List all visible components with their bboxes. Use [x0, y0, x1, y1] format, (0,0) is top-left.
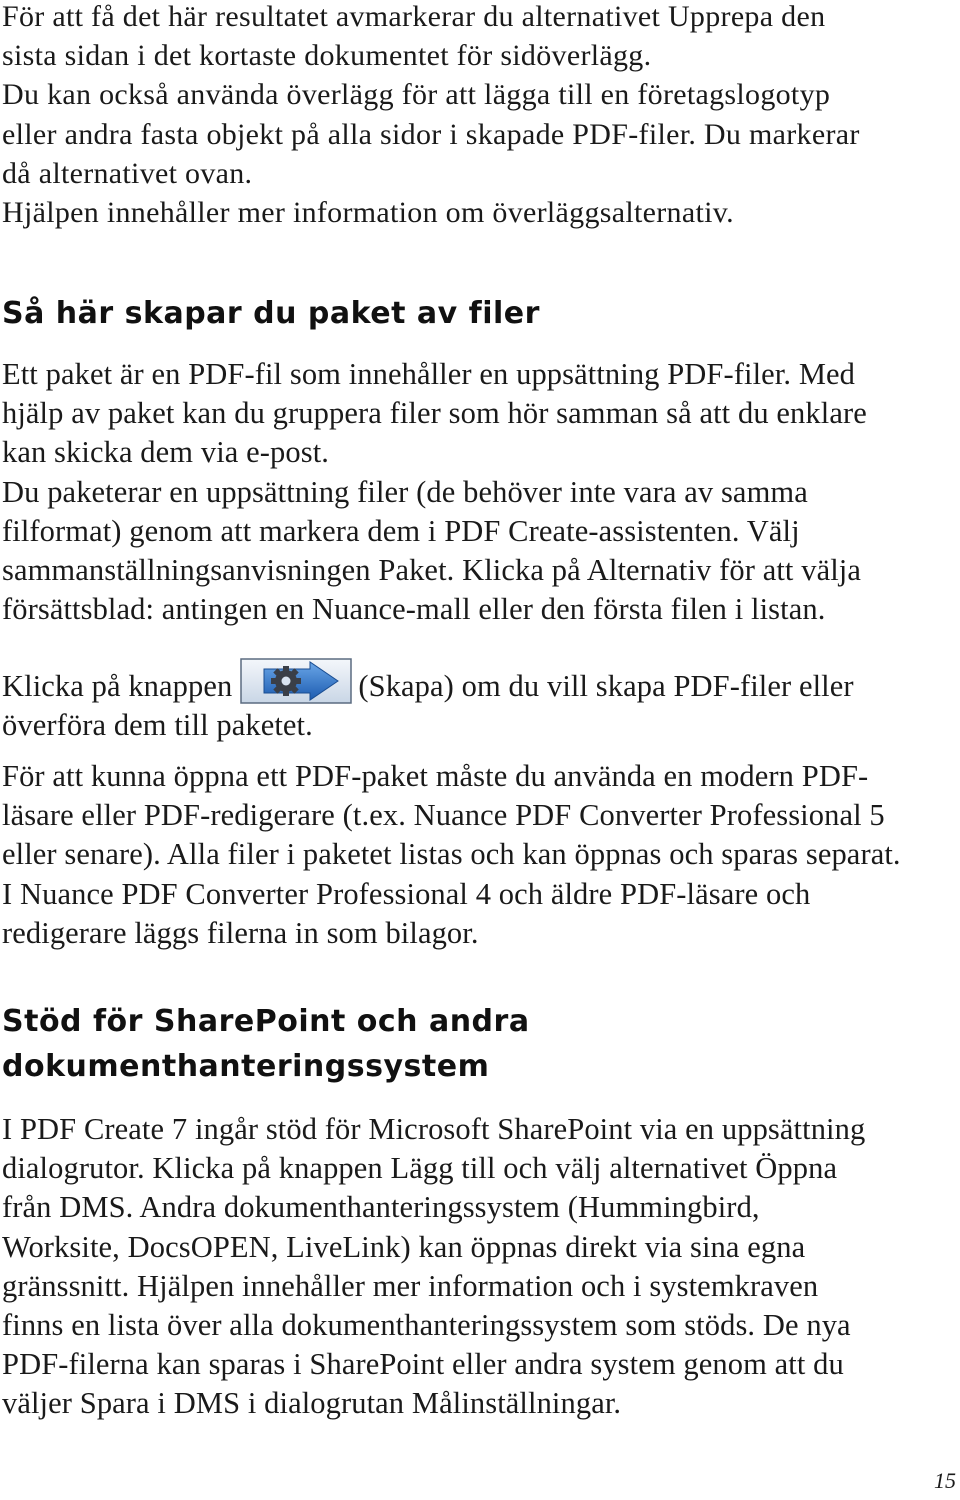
intro-line: För att få det här resultatet avmarkerar du alternativet Upprepa den	[2, 0, 826, 33]
section-title: Så här skapar du paket av filer	[2, 296, 540, 331]
section-title: Stöd för SharePoint och andra	[2, 1004, 530, 1039]
paragraph-line: redigerare läggs filerna in som bilagor.	[2, 915, 479, 950]
paragraph-line	[2, 658, 952, 706]
intro-line: sista sidan i det kortaste dokumentet för sidöverlägg.	[2, 39, 652, 73]
paragraph-line: kan skicka dem via e-post.	[2, 435, 329, 470]
paragraph-line: För att kunna öppna ett PDF-paket måste du använda en modern PDF-	[2, 759, 869, 793]
paragraph-line: eller senare). Alla filer i paketet listas och kan öppnas och sparas separat.	[2, 837, 901, 872]
paragraph-line: hjälp av paket kan du gruppera filer som hör samman så att du enklare	[2, 396, 867, 431]
gear-arrow-icon	[240, 658, 352, 704]
section-heading-packages	[2, 291, 952, 336]
intro-paragraph	[2, 0, 952, 232]
paragraph-line: I PDF Create 7 ingår stöd för Microsoft SharePoint via en uppsättning	[2, 1112, 866, 1146]
packages-paragraph-1	[2, 355, 952, 629]
page-number: 15	[934, 1468, 956, 1493]
section-title: dokumenthanteringssystem	[2, 1049, 490, 1084]
paragraph-line: Du paketerar en uppsättning filer (de behöver inte vara av samma	[2, 474, 808, 509]
intro-line: då alternativet ovan.	[2, 156, 253, 190]
paragraph-line: PDF-filerna kan sparas i SharePoint eller andra system genom att du	[2, 1347, 844, 1382]
create-button[interactable]	[240, 658, 352, 704]
intro-line: eller andra fasta objekt på alla sidor i skapade PDF-filer. Du markerar	[2, 117, 860, 151]
paragraph-line: Worksite, DocsOPEN, LiveLink) kan öppnas direkt via sina egna	[2, 1229, 806, 1264]
paragraph-line: sammanställningsanvisningen Paket. Klicka på Alternativ för att välja	[2, 553, 861, 588]
paragraph-line: försättsblad: antingen en Nuance-mall eller den första filen i listan.	[2, 592, 826, 627]
paragraph-line: överföra dem till paketet.	[2, 708, 313, 743]
packages-paragraph-button	[2, 658, 952, 745]
paragraph-line: från DMS. Andra dokumenthanteringssystem (Hummingbird,	[2, 1190, 760, 1225]
inline-text: Klicka på knappen	[2, 669, 233, 703]
inline-text: (Skapa) om du vill skapa PDF-filer eller	[358, 669, 854, 703]
section-heading-sharepoint	[2, 999, 952, 1089]
intro-line: Hjälpen innehåller mer information om överläggsalternativ.	[2, 196, 734, 230]
sharepoint-paragraph	[2, 1110, 952, 1424]
paragraph-line: gränssnitt. Hjälpen innehåller mer information och i systemkraven	[2, 1268, 819, 1303]
paragraph-line: I Nuance PDF Converter Professional 4 och äldre PDF-läsare och	[2, 876, 811, 911]
paragraph-line: väljer Spara i DMS i dialogrutan Målinställningar.	[2, 1386, 622, 1421]
paragraph-line: läsare eller PDF-redigerare (t.ex. Nuance PDF Converter Professional 5	[2, 798, 885, 833]
paragraph-line: finns en lista över alla dokumenthanteringssystem som stöds. De nya	[2, 1308, 851, 1343]
paragraph-line: dialogrutor. Klicka på knappen Lägg till och välj alternativet Öppna	[2, 1151, 838, 1186]
paragraph-line: Ett paket är en PDF-fil som innehåller en uppsättning PDF-filer. Med	[2, 357, 856, 391]
packages-paragraph-4	[2, 757, 952, 953]
intro-line: Du kan också använda överlägg för att lägga till en företagslogotyp	[2, 78, 831, 112]
paragraph-line: filformat) genom att markera dem i PDF Create-assistenten. Välj	[2, 513, 800, 548]
